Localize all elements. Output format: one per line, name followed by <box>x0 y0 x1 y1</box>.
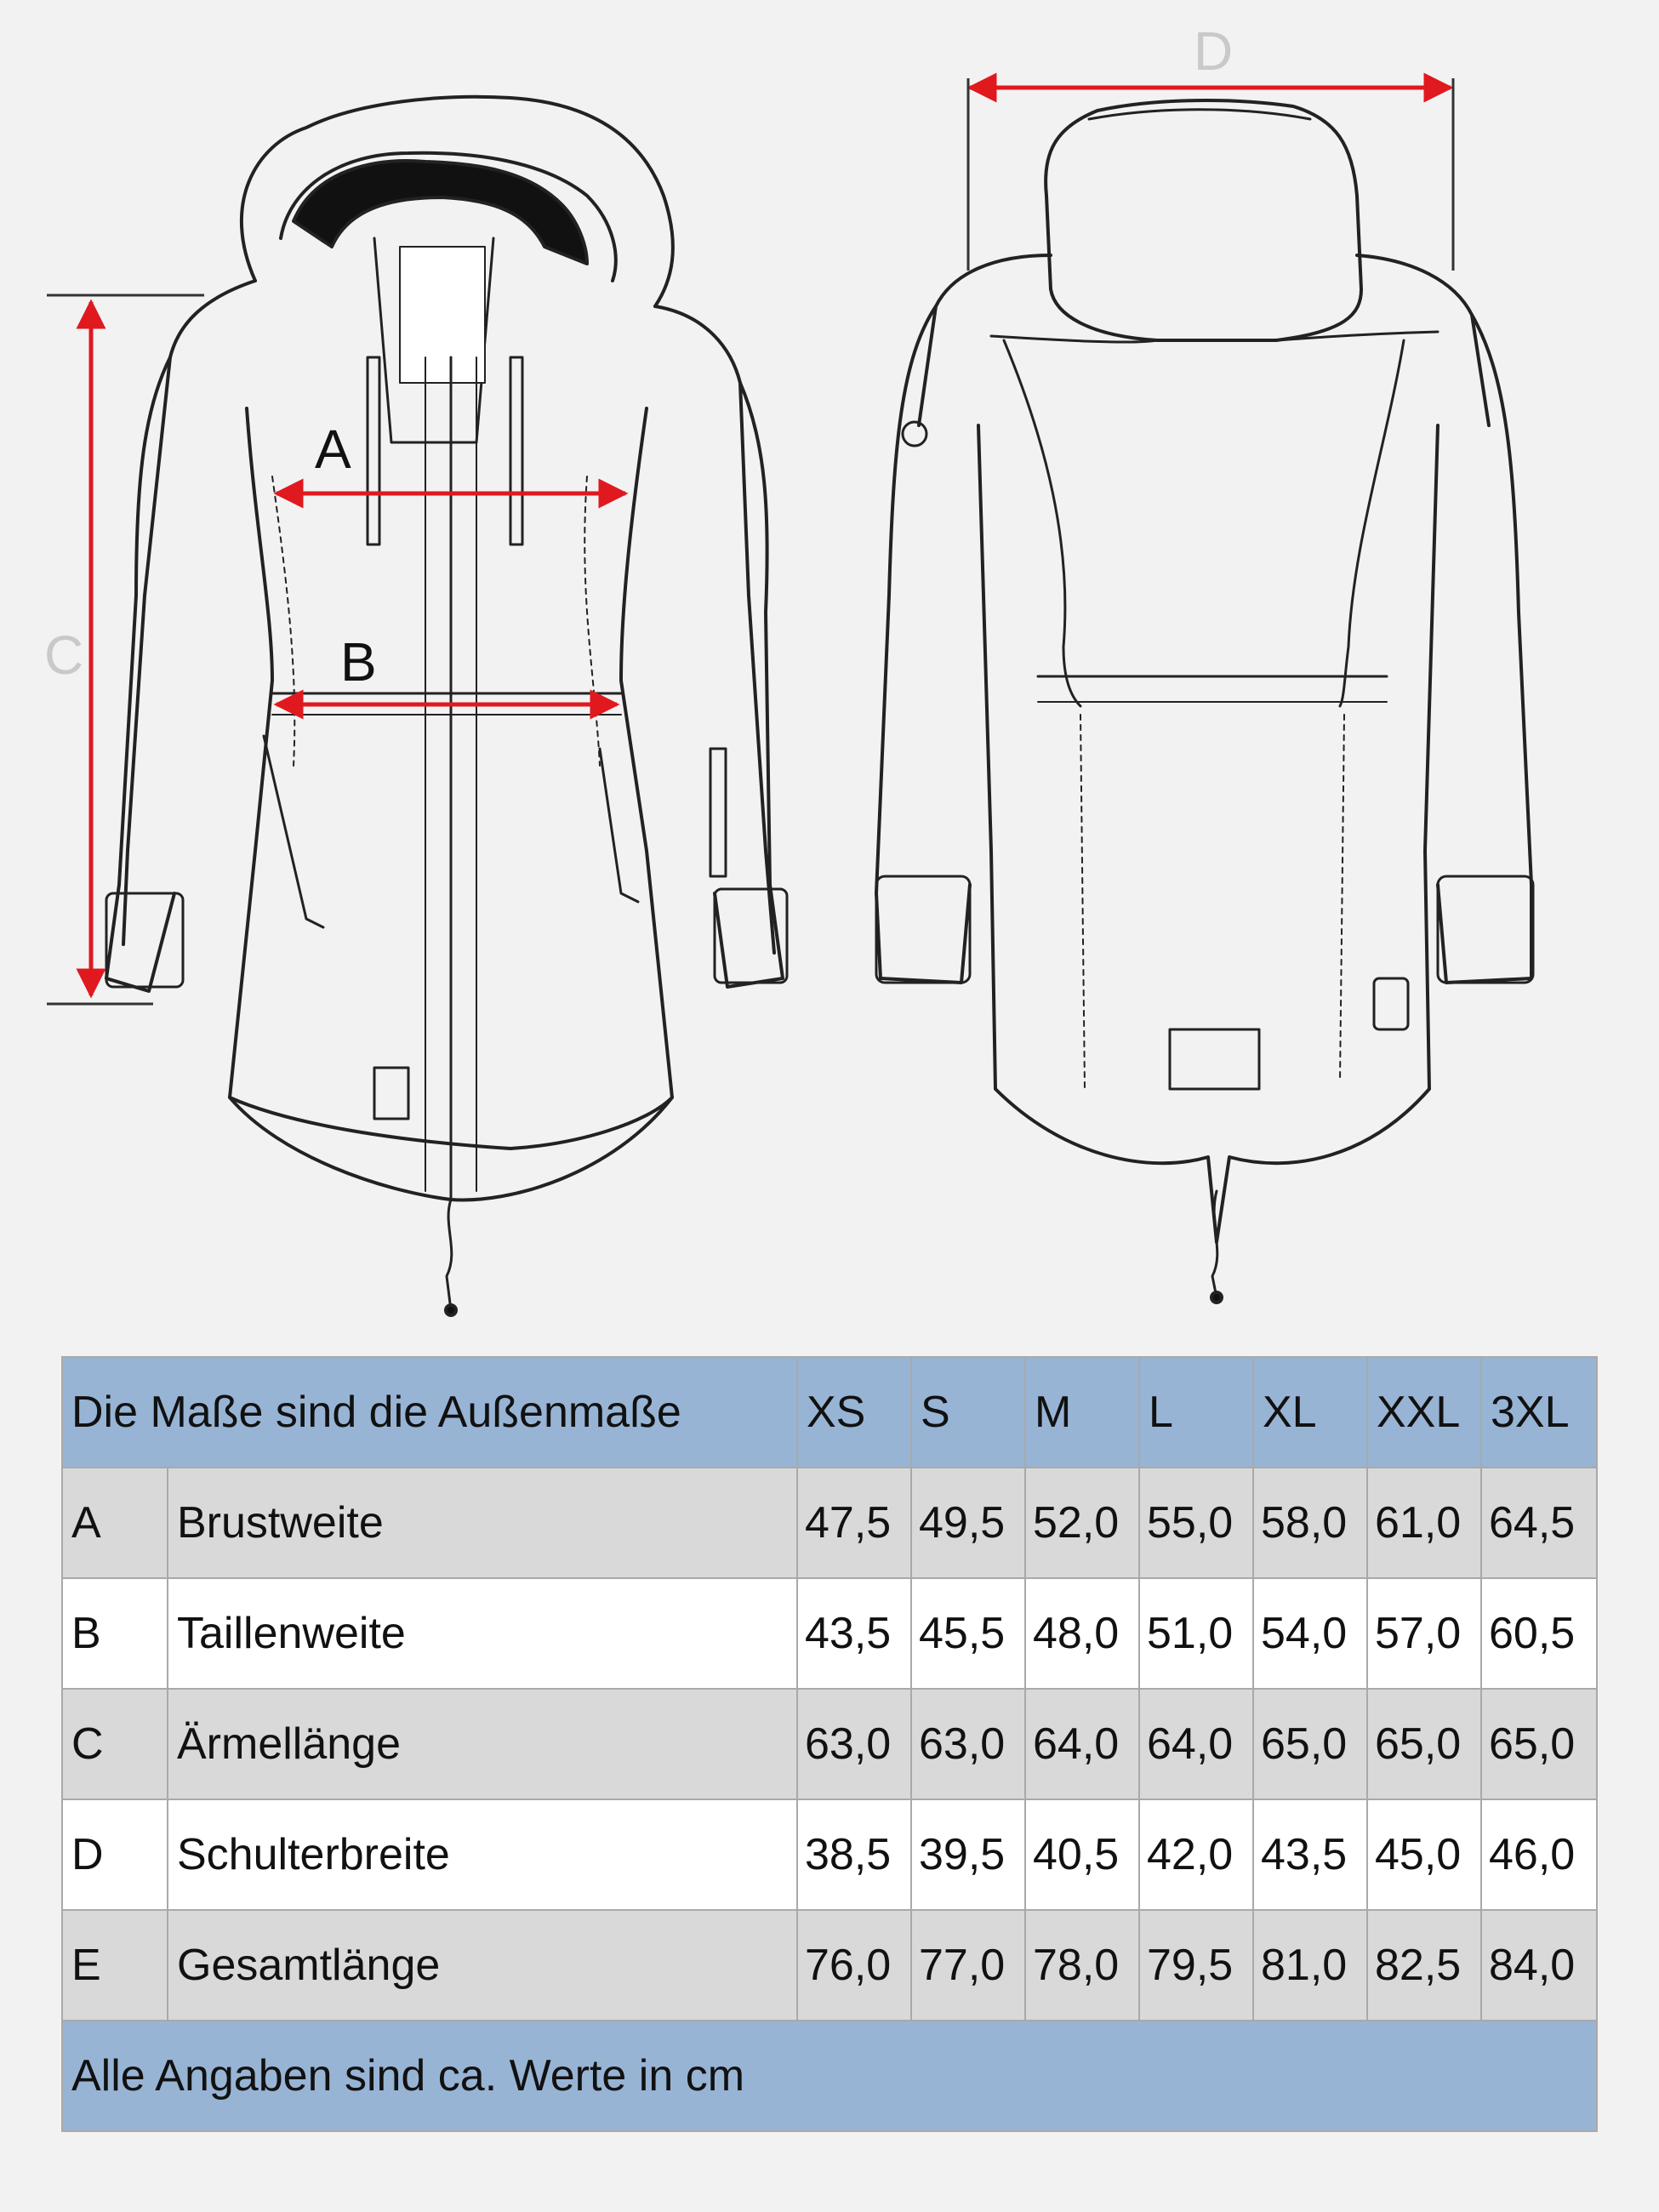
table-cell: 64,5 <box>1481 1468 1597 1578</box>
size-header: S <box>911 1357 1025 1468</box>
table-cell: 45,5 <box>911 1578 1025 1689</box>
table-row <box>62 1578 1597 1689</box>
size-table <box>61 1356 1598 2132</box>
row-label: Schulterbreite <box>168 1799 797 1910</box>
header-label: Die Maße sind die Außenmaße <box>62 1357 797 1468</box>
size-header: 3XL <box>1481 1357 1597 1468</box>
label-d: D <box>1194 20 1234 82</box>
size-table-body <box>62 1357 1597 2131</box>
table-footer-row <box>62 2021 1597 2131</box>
row-label: Taillenweite <box>168 1578 797 1689</box>
row-label: Brustweite <box>168 1468 797 1578</box>
table-cell: 40,5 <box>1025 1799 1139 1910</box>
table-cell: 64,0 <box>1025 1689 1139 1799</box>
table-cell: 65,0 <box>1481 1689 1597 1799</box>
back-jacket-drawing <box>876 100 1533 1303</box>
table-cell: 65,0 <box>1253 1689 1367 1799</box>
table-cell: 78,0 <box>1025 1910 1139 2021</box>
table-cell: 63,0 <box>797 1689 911 1799</box>
row-code: C <box>62 1689 168 1799</box>
table-cell: 54,0 <box>1253 1578 1367 1689</box>
table-cell: 48,0 <box>1025 1578 1139 1689</box>
label-a: A <box>315 419 351 480</box>
table-cell: 52,0 <box>1025 1468 1139 1578</box>
table-cell: 38,5 <box>797 1799 911 1910</box>
row-code: A <box>62 1468 168 1578</box>
table-cell: 77,0 <box>911 1910 1025 2021</box>
footer-note: Alle Angaben sind ca. Werte in cm <box>62 2021 1597 2131</box>
table-row <box>62 1799 1597 1910</box>
table-cell: 43,5 <box>797 1578 911 1689</box>
table-cell: 61,0 <box>1367 1468 1481 1578</box>
table-row <box>62 1468 1597 1578</box>
table-cell: 45,0 <box>1367 1799 1481 1910</box>
row-code: B <box>62 1578 168 1689</box>
table-cell: 82,5 <box>1367 1910 1481 2021</box>
table-cell: 47,5 <box>797 1468 911 1578</box>
table-cell: 60,5 <box>1481 1578 1597 1689</box>
row-label: Ärmellänge <box>168 1689 797 1799</box>
table-cell: 51,0 <box>1139 1578 1253 1689</box>
label-c: C <box>44 624 84 686</box>
table-row <box>62 1910 1597 2021</box>
table-cell: 58,0 <box>1253 1468 1367 1578</box>
label-b: B <box>340 631 377 693</box>
table-cell: 43,5 <box>1253 1799 1367 1910</box>
table-cell: 46,0 <box>1481 1799 1597 1910</box>
table-cell: 57,0 <box>1367 1578 1481 1689</box>
row-label: Gesamtlänge <box>168 1910 797 2021</box>
table-row <box>62 1689 1597 1799</box>
table-cell: 65,0 <box>1367 1689 1481 1799</box>
table-cell: 42,0 <box>1139 1799 1253 1910</box>
row-code: E <box>62 1910 168 2021</box>
size-header: XXL <box>1367 1357 1481 1468</box>
table-header-row <box>62 1357 1597 1468</box>
row-code: D <box>62 1799 168 1910</box>
table-cell: 79,5 <box>1139 1910 1253 2021</box>
table-cell: 81,0 <box>1253 1910 1367 2021</box>
table-cell: 64,0 <box>1139 1689 1253 1799</box>
table-cell: 39,5 <box>911 1799 1025 1910</box>
size-header: L <box>1139 1357 1253 1468</box>
size-header: XL <box>1253 1357 1367 1468</box>
table-cell: 55,0 <box>1139 1468 1253 1578</box>
table-cell: 49,5 <box>911 1468 1025 1578</box>
table-cell: 84,0 <box>1481 1910 1597 2021</box>
size-header: M <box>1025 1357 1139 1468</box>
size-header: XS <box>797 1357 911 1468</box>
table-cell: 76,0 <box>797 1910 911 2021</box>
table-cell: 63,0 <box>911 1689 1025 1799</box>
